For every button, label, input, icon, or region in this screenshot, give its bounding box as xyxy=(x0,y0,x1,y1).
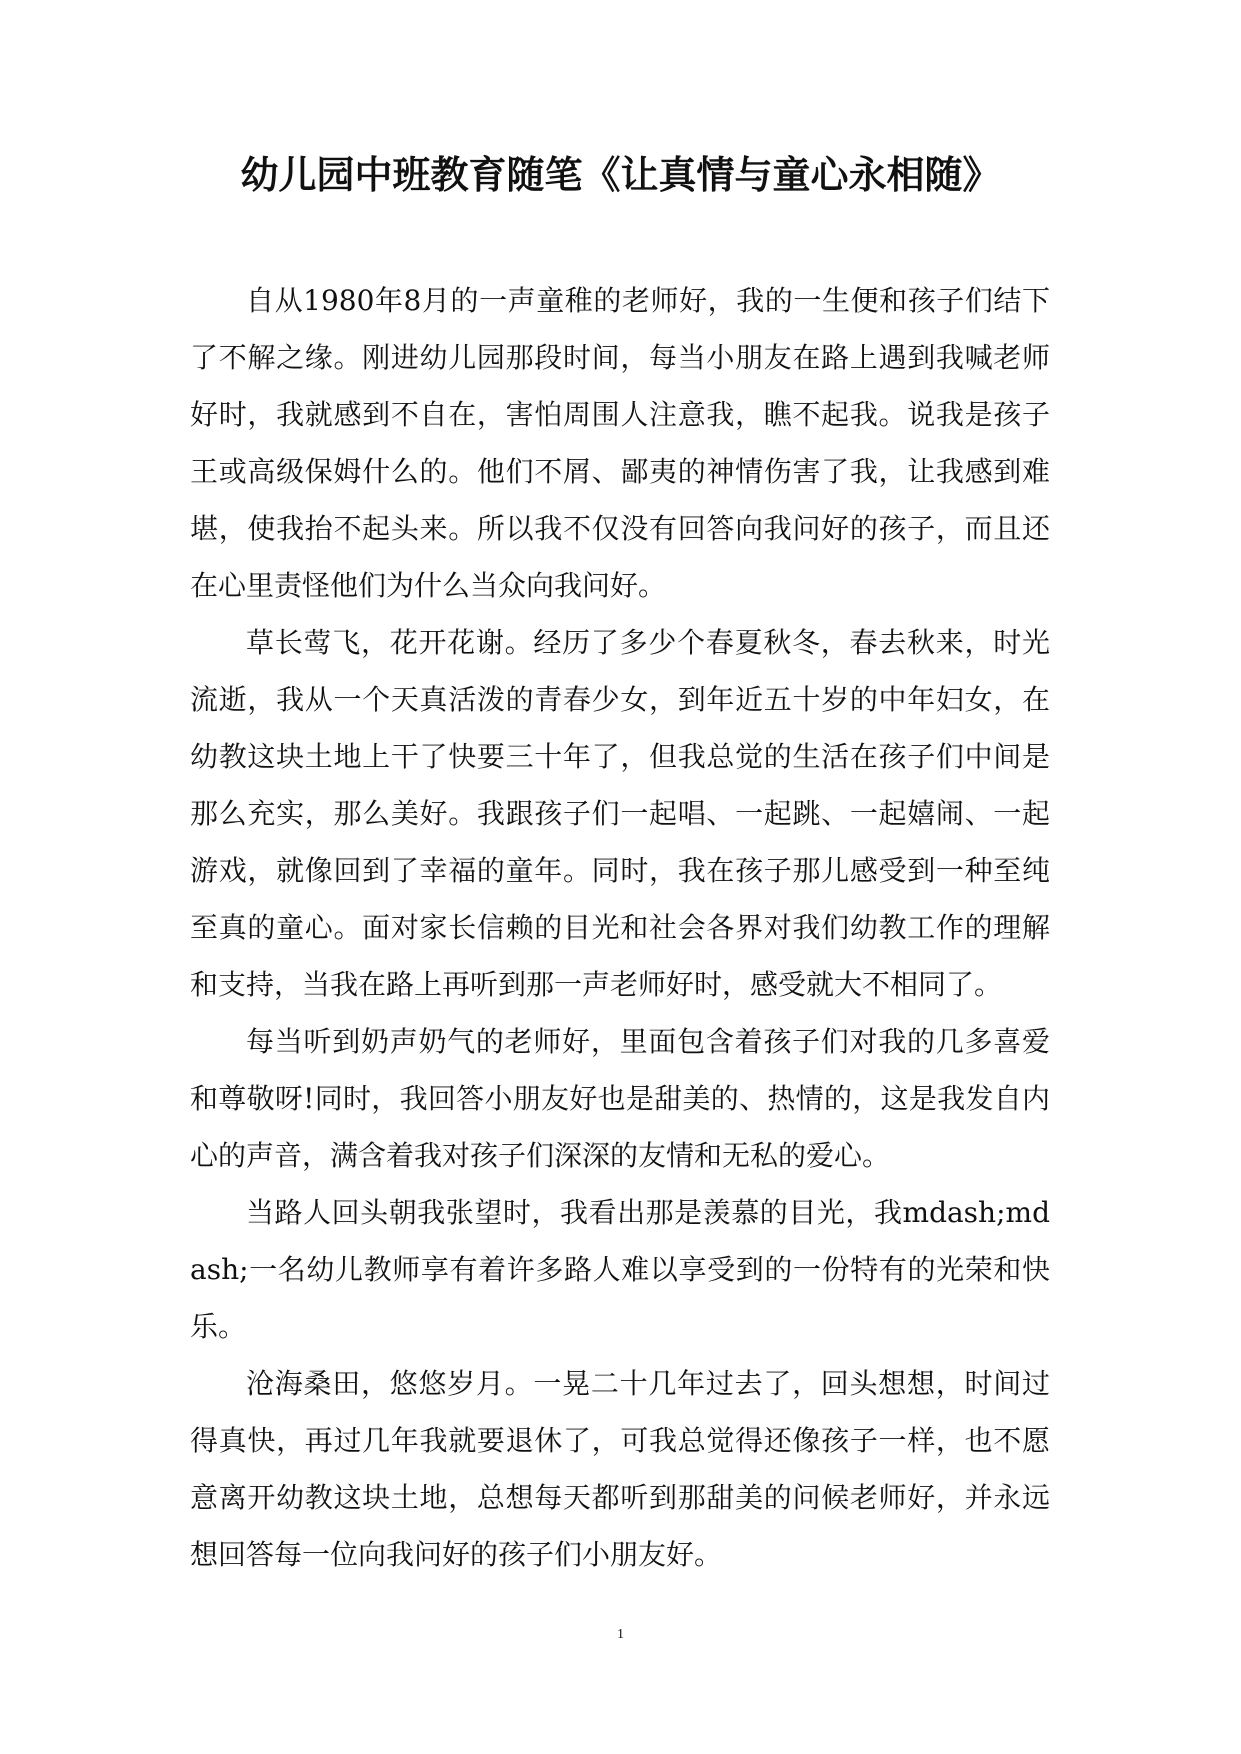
paragraph-4: 当路人回头朝我张望时，我看出那是羡慕的目光，我mdash;mdash;一名幼儿教师享有着许多路人难以享受到的一份特有的光荣和快乐。 xyxy=(190,1196,1050,1343)
paragraph-3: 每当听到奶声奶气的老师好，里面包含着孩子们对我的几多喜爱和尊敬呀!同时，我回答小朋友好也是甜美的、热情的，这是我发自内心的声音，满含着我对孩子们深深的友情和无私的爱心。 xyxy=(190,1025,1050,1172)
document-body xyxy=(190,272,1050,1583)
paragraph-2: 草长莺飞，花开花谢。经历了多少个春夏秋冬，春去秋来，时光流逝，我从一个天真活泼的青春少女，到年近五十岁的中年妇女，在幼教这块土地上干了快要三十年了，但我总觉的生活在孩子们中间是那么充实，那么美好。我跟孩子们一起唱、一起跳、一起嬉闹、一起游戏，就像回到了幸福的童年。同时，我在孩子那儿感受到一种至纯至真的童心。面对家长信赖的目光和社会各界对我们幼教工作的理解和支持，当我在路上再听到那一声老师好时，感受就大不相同了。 xyxy=(190,626,1050,1001)
document-title: 幼儿园中班教育随笔《让真情与童心永相随》 xyxy=(240,152,1001,197)
page-number: 1 xyxy=(617,1627,624,1642)
paragraph-5: 沧海桑田，悠悠岁月。一晃二十几年过去了，回头想想，时间过得真快，再过几年我就要退休了，可我总觉得还像孩子一样，也不愿意离开幼教这块土地，总想每天都听到那甜美的问候老师好，并永远想回答每一位向我问好的孩子们小朋友好。 xyxy=(190,1367,1050,1571)
paragraph-1: 自从1980年8月的一声童稚的老师好，我的一生便和孩子们结下了不解之缘。刚进幼儿园那段时间，每当小朋友在路上遇到我喊老师好时，我就感到不自在，害怕周围人注意我，瞧不起我。说我是孩子王或高级保姆什么的。他们不屑、鄙夷的神情伤害了我，让我感到难堪，使我抬不起头来。所以我不仅没有回答向我问好的孩子，而且还在心里责怪他们为什么当众向我问好。 xyxy=(190,284,1050,602)
